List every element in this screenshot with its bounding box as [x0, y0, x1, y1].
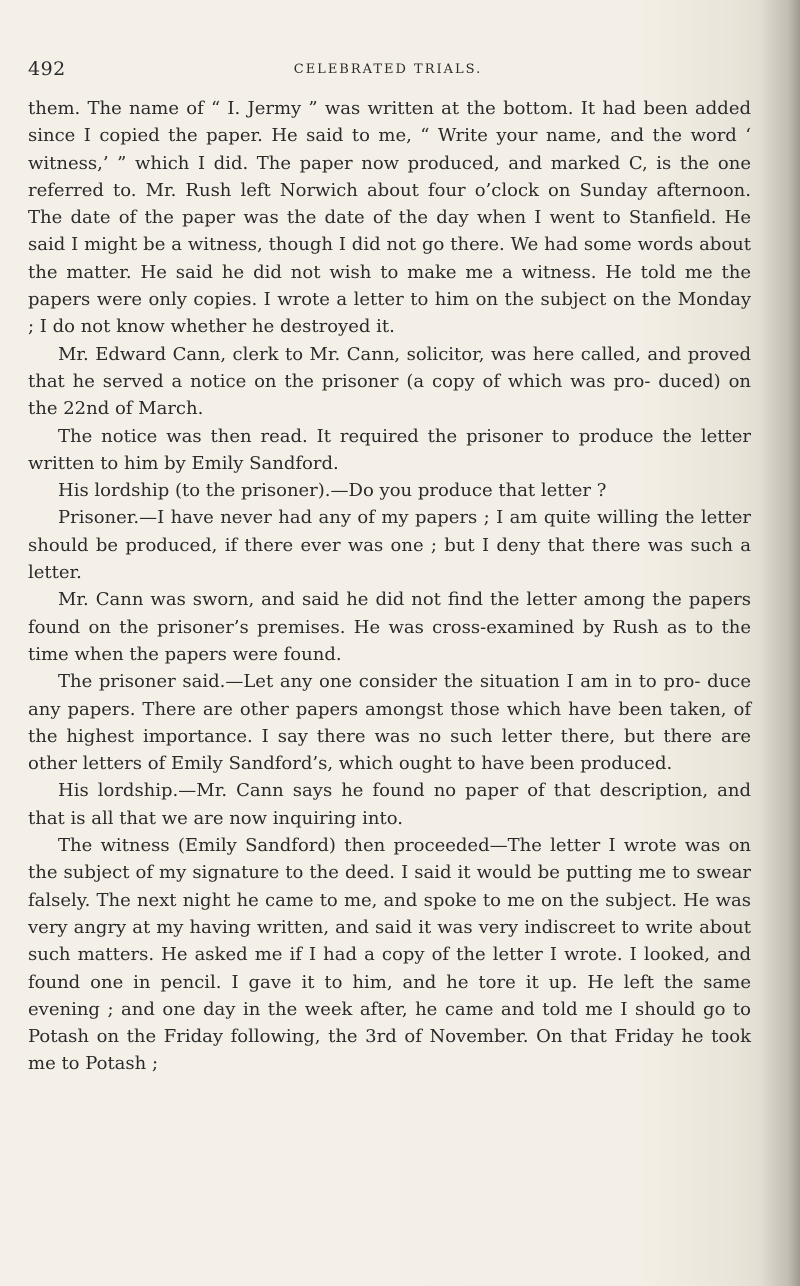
paragraph: Mr. Cann was sworn, and said he did not find the letter among the papers found on the prisoner’s premises. He was cross-examined by Rush as to the time when the papers were found. [28, 589, 751, 665]
paragraph: The witness (Emily Sandford) then proceeded—The letter I wrote was on the subject of my signature to the deed. I said it would be putting me to swear falsely. The next night he came to me, and spoke to me on the subject. He was very angry at my having written, and said it was very indiscreet to write about such matters. He asked me if I had a copy of the letter I wrote. I looked, and found one in pencil. I gave it to him, and he tore it up. He left the same evening ; and one day in the week after, he came and told me I should go to Potash on the Friday following, the 3rd of November. On that Friday he took me to Potash ; [28, 835, 751, 1075]
paragraph: Prisoner.—I have never had any of my papers ; I am quite willing the letter should be produced, if there ever was one ; but I deny that there was such a letter. [28, 507, 751, 584]
page-number: 492 [28, 58, 66, 80]
paragraph: His lordship (to the prisoner).—Do you produce that letter ? [58, 480, 607, 502]
paragraph: His lordship.—Mr. Cann says he found no paper of that description, and that is all that we are now inquiring into. [28, 780, 751, 829]
paragraph: Mr. Edward Cann, clerk to Mr. Cann, solicitor, was here called, and proved that he served a notice on the prisoner (a copy of which was pro- duced) on the 22nd of March. [28, 343, 751, 420]
running-head: CELEBRATED TRIALS. [293, 62, 483, 77]
page-header [28, 58, 748, 88]
body-text [28, 95, 751, 1078]
paragraph: The notice was then read. It required the prisoner to produce the letter written to him by Emily Sandford. [28, 425, 751, 474]
paragraph: The prisoner said.—Let any one consider the situation I am in to pro- duce any papers. There are other papers amongst those which have been taken, of the highest importance. I say there was no such letter there, but there are other letters of Emily Sandford’s, which ought to have been produced. [28, 671, 751, 775]
page-edge-shadow [760, 0, 800, 1286]
paragraph: them. The name of “ I. Jermy ” was written at the bottom. It had been added since I copied the paper. He said to me, “ Write your name, and the word ‘ witness,’ ” which I did. The paper now produced, and marked C, is the one referred to. Mr. Rush left Norwich about four o’clock on Sunday afternoon. The date of the paper was the date of the day when I went to Stanfield. He said I might be a witness, though I did not go there. We had some words about the matter. He said he did not wish to make me a witness. He told me the papers were only copies. I wrote a letter to him on the subject on the Monday ; I do not know whether he destroyed it. [28, 98, 751, 338]
